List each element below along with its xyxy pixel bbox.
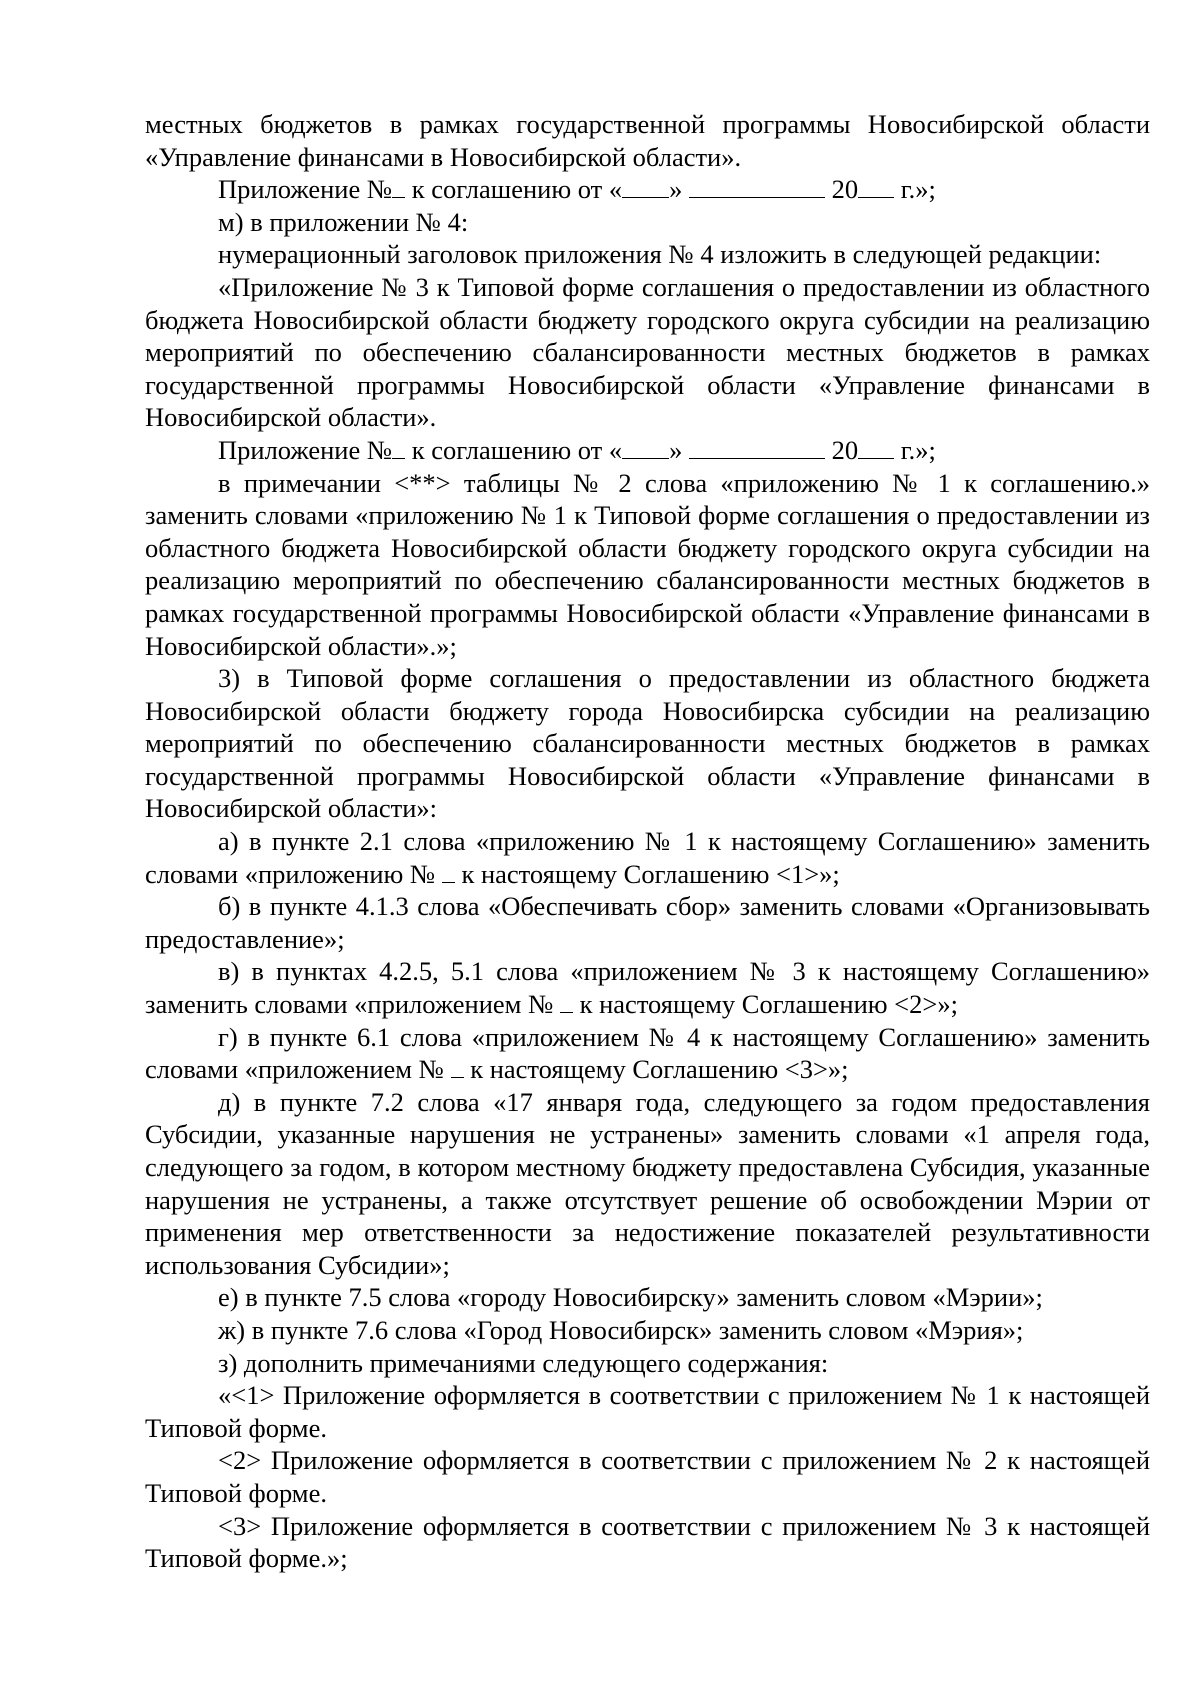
blank-day	[622, 436, 669, 459]
paragraph-text: к настоящему Соглашению <3>»;	[463, 1054, 849, 1085]
appendix-label: Приложение №	[218, 174, 393, 205]
paragraph-text: а) в пункте 2.1 слова «приложению № 1 к настоящему Соглашению» заменить словами «приложению №	[145, 826, 1150, 889]
paragraph: ж) в пункте 7.6 слова «Город Новосибирск» заменить словом «Мэрия»;	[218, 1314, 1024, 1345]
paragraph-text: в) в пунктах 4.2.5, 5.1 слова «приложением № 3 к настоящему Соглашению» заменить словами «приложением №	[145, 956, 1150, 1020]
blank-number	[560, 990, 573, 1013]
blank-year	[858, 436, 894, 459]
document-page	[145, 108, 1150, 1575]
blank-number	[442, 860, 455, 883]
paragraph: 3) в Типовой форме соглашения о предоставлении из областного бюджета Новосибирской области бюджету города Новосибирска субсидии на реализацию мероприятий по обеспечению сбалансированности местных бюджетов в рамках государственной программы Новосибирской области «Управление финансами в Новосибирской области»:	[145, 663, 1150, 824]
paragraph	[145, 825, 1150, 890]
appendix-reference-line	[145, 434, 1150, 467]
blank-day	[622, 175, 669, 198]
paragraph: е) в пункте 7.5 слова «городу Новосибирску» заменить словом «Мэрии»;	[218, 1282, 1043, 1313]
paragraph: «Приложение № 3 к Типовой форме соглашения о предоставлении из областного бюджета Новосибирской области бюджету городского округа субсидии на реализацию мероприятий по обеспечению сбалансированности местных бюджетов в рамках государственной программы Новосибирской области «Управление финансами в Новосибирской области».	[145, 271, 1150, 433]
year-prefix: 20	[824, 174, 859, 205]
appendix-reference-line	[145, 173, 1150, 206]
footnote-paragraph: <2> Приложение оформляется в соответствии с приложением № 2 к настоящей Типовой форме.	[145, 1445, 1150, 1508]
paragraph: м) в приложении № 4:	[218, 206, 469, 237]
blank-month	[689, 436, 825, 459]
footnote-paragraph: <3> Приложение оформляется в соответствии с приложением № 3 к настоящей Типовой форме.»;	[145, 1510, 1150, 1574]
paragraph: в примечании <**> таблицы № 2 слова «приложению № 1 к соглашению.» заменить словами «приложению № 1 к Типовой форме соглашения о предоставлении из областного бюджета Новосибирской области бюджету городского округа субсидии на реализацию мероприятий по обеспечению сбалансированности местных бюджетов в рамках государственной программы Новосибирской области «Управление финансами в Новосибирской области».»;	[145, 467, 1150, 661]
paragraph: местных бюджетов в рамках государственной программы Новосибирской области «Управление финансами в Новосибирской области».	[145, 109, 1150, 172]
quote-close: »	[669, 174, 689, 205]
year-suffix: г.»;	[894, 174, 936, 205]
paragraph: д) в пункте 7.2 слова «17 января года, следующего за годом предоставления Субсидии, указанные нарушения не устранены» заменить словами «1 апреля года, следующего за годом, в котором местному бюджету предоставлена Субсидия, указанные нарушения не устранены, а также отсутствует решение об освобождении Мэрии от применения мер ответственности за недостижение показателей результативности использования Субсидии»;	[145, 1086, 1150, 1280]
paragraph	[145, 955, 1150, 1020]
footnote-paragraph: «<1> Приложение оформляется в соответствии с приложением № 1 к настоящей Типовой форме.	[145, 1380, 1150, 1443]
blank-number	[451, 1055, 464, 1078]
blank-number	[392, 436, 405, 459]
paragraph: б) в пункте 4.1.3 слова «Обеспечивать сбор» заменить словами «Организовывать предоставление»;	[145, 891, 1150, 954]
paragraph-text: к настоящему Соглашению <1>»;	[454, 858, 840, 889]
year-prefix: 20	[824, 434, 859, 465]
paragraph-text: г) в пункте 6.1 слова «приложением № 4 к настоящему Соглашению» заменить словами «приложением №	[145, 1021, 1150, 1085]
paragraph-text: к настоящему Соглашению <2>»;	[572, 989, 958, 1020]
paragraph	[145, 1021, 1150, 1086]
paragraph: з) дополнить примечаниями следующего содержания:	[218, 1347, 829, 1378]
blank-month	[689, 175, 825, 198]
agreement-label: к соглашению от «	[405, 174, 623, 205]
quote-close: »	[669, 434, 689, 465]
blank-number	[392, 175, 405, 198]
agreement-label: к соглашению от «	[405, 434, 623, 465]
paragraph: нумерационный заголовок приложения № 4 изложить в следующей редакции:	[218, 239, 1102, 270]
appendix-label: Приложение №	[218, 434, 393, 465]
year-suffix: г.»;	[894, 434, 936, 465]
blank-year	[858, 175, 894, 198]
